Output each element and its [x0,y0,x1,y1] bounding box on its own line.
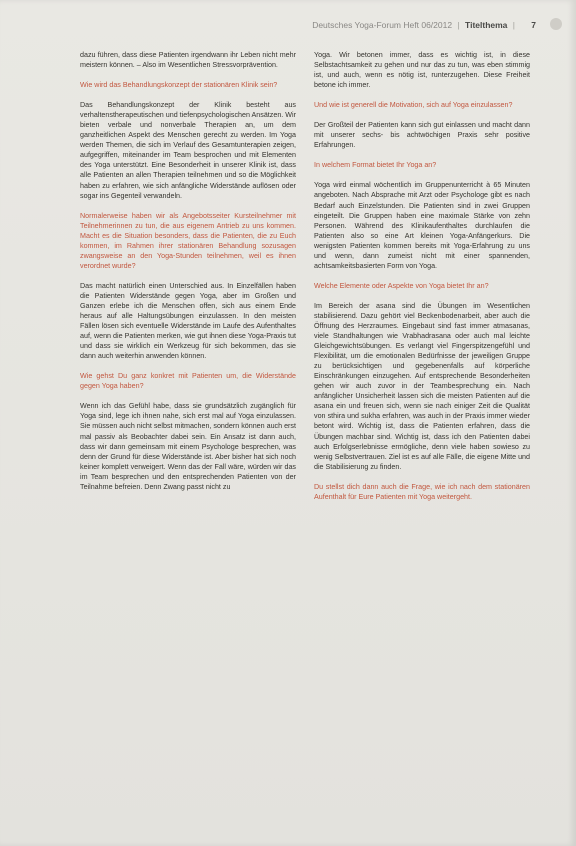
running-header [312,20,518,30]
left-column [80,50,296,492]
paragraph: Das macht natürlich einen Unterschied aus. In Einzelfällen haben die Patienten Widerstände gegen Yoga, aber im Großen und Ganzen erlebe ich die Menschen offen, sich aus einem Ende heraus auf alle Haltungsübungen einzulassen. In den meisten Fällen lösen sich eventuelle Widerstände im Laufe des Aufenthaltes auf, wenn die Patienten merken, wie gut ihnen diese Yoga-Praxis tut und dass sie wirklich ein Werkzeug für sich bekommen, das sie dann auch weiterhin anwenden können. [80,281,296,361]
page-number: 7 [531,20,536,30]
interview-question: Wie gehst Du ganz konkret mit Patienten um, die Widerstände gegen Yoga haben? [80,372,296,391]
interview-question: Du stellst dich dann auch die Frage, wie ich nach dem stationären Aufenthalt für Eure Patienten mit Yoga weitergeht. [314,482,530,501]
interview-question: In welchem Format bietet Ihr Yoga an? [314,161,437,170]
issue-label: Heft 06/2012 [403,20,453,30]
paragraph: Das Behandlungskonzept der Klinik besteht aus verhaltenstherapeutischen und tiefenpsychologischen Ansätzen. Wir bieten verbale und nonverbale Therapien an, um dem ganzheitlichen Aspekt des Menschen gerecht zu werden. Im Yoga werden Themen, die sich im Verlauf des Gesamtunterapien zeigen, aufgegriffen, miteinander im Team besprochen und mit Elementen des Yoga unterstützt. Eine Besonderheit in unserer Klinik ist, dass alle Patienten an allen Therapien teilnehmen und so die Möglichkeit haben zu erfahren, wie sich anfängliche Widerstände auflösen oder sogar ins Gegenteil verwandeln. [80,101,296,200]
paragraph: Yoga wird einmal wöchentlich im Gruppenunterricht à 65 Minuten angeboten. Nach Absprache mit Arzt oder Psychologe gibt es nach Bedarf auch Einzelstunden. Die Patienten sind in zwei Gruppen eingeteilt. Die Gruppen haben eine maximale Stärke von zehn Personen. Während des Klinikaufenthaltes durchlaufen die Patienten also so eine Art kleinen Yoga-Anfängerkurs. Die wenigsten Patienten kommen bereits mit Yoga-Erfahrung zu uns und wenn, dann zumeist nicht mit einer spannenden, achtsamkeitsbasierten Form von Yoga. [314,181,530,270]
paragraph: Yoga. Wir betonen immer, dass es wichtig ist, in diese Selbstachtsamkeit zu gehen und nur das zu tun, was eben stimmig ist, und auch, wenn es nötig ist, runterzugehen. Diese Freiheit betone ich immer. [314,51,530,90]
paragraph: dazu führen, dass diese Patienten irgendwann ihr Leben nicht mehr meistern können. – Also im Wesentlichen Stressvorprävention. [80,51,296,70]
interview-question: Wie wird das Behandlungskonzept der stationären Klinik sein? [80,81,278,90]
interview-question: Welche Elemente oder Aspekte von Yoga bietet Ihr an? [314,281,489,290]
section-label: Titelthema [465,20,508,30]
header-separator: | [457,20,460,30]
corner-mark [550,18,562,30]
header-separator: | [512,20,515,30]
right-column [314,50,530,502]
interview-question: Und wie ist generell die Motivation, sich auf Yoga einzulassen? [314,101,513,110]
journal-name: Deutsches Yoga-Forum [312,20,402,30]
interview-question: Normalerweise haben wir als Angebotsseiter Kursteilnehmer mit Teilnehmerinnen zu tun, die aus eigenem Antrieb zu uns kommen. Macht es die Situation besonders, dass die Patienten, die zu Euch kommen, im Rahmen ihrer stationären Behandlung sozusagen zwangsweise an den Yoga-Stunden teilnehmen, weil es ihnen verordnet wurde? [80,211,296,270]
paragraph: Wenn ich das Gefühl habe, dass sie grundsätzlich zugänglich für Yoga sind, lege ich ihnen nahe, sich erst mal auf Yoga einzulassen. Sie müssen auch nicht selbst mitmachen, sondern können auch erst mal passiv als Beobachter dabei sein. Ein Ansatz ist dann auch, dass wir dann gemeinsam mit einem Psychologe besprechen, was denn der Grund für diese Widerstände ist. Aber bisher hat sich noch keiner komplett verweigert. Wenn das der Fall wäre, würden wir das im Team besprechen und den entsprechenden Patienten von der Teilnahme befreien. Denn Zwang passt nicht zu [80,402,296,491]
paragraph: Im Bereich der asana sind die Übungen im Wesentlichen stabilisierend. Dazu gehört viel Beckenbodenarbeit, aber auch die Öffnung des Herzraumes. Eingebaut sind fast immer atmasanas, viele Standhaltungen wie Vrabhadrasana oder auch mal leichte Gleichgewichtsübungen. Es verlangt viel Fingerspitzengefühl und Flexibilität, um die emotionalen Bedürfnisse der jeweiligen Gruppe zu berücksichtigen und gegebenenfalls auf körperliche Einschränkungen einzugehen. Auf entsprechende Besonderheiten gehen wir auch zuvor in der Teambesprechung ein. Nach anfänglicher Unsicherheit lassen sich die meisten Patienten auf die asana ein und freuen sich, wenn sie nach einiger Zeit die Qualität von sthira und sukha erfahren, was auch in der Praxis immer wieder betont wird. Wichtig ist, dass die Patienten erfahren, dass die Übungen machbar sind. Wichtig ist, dass ich den Patienten dabei auch Erfolgserlebnisse ermögliche, denn viele haben sowieso zu wenig Selbstvertrauen. Ziel ist es auf alle Fälle, die eigene Mitte und die Stabilisierung zu finden. [314,301,530,471]
paragraph: Der Großteil der Patienten kann sich gut einlassen und macht dann mit unserer sechs- bis achtwöchigen Praxis sehr positive Erfahrungen. [314,121,530,150]
